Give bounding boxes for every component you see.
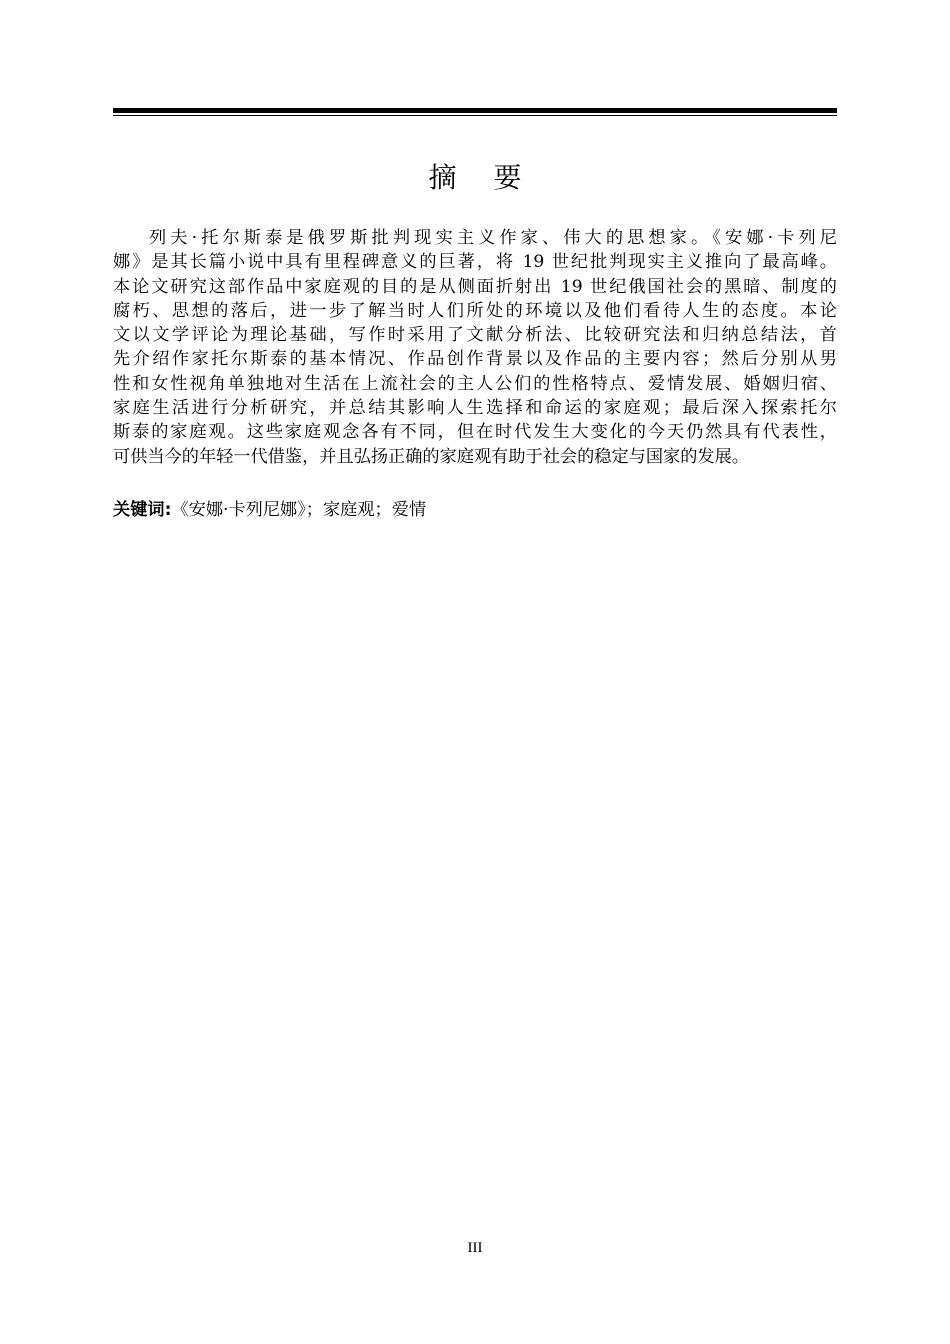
abstract-line: 列夫·托尔斯泰是俄罗斯批判现实主义作家、伟大的思想家。《安娜·卡列尼 bbox=[149, 228, 837, 248]
header-rule-thin bbox=[113, 115, 837, 116]
abstract-line: 可供当今的年轻一代借鉴，并且弘扬正确的家庭观有助于社会的稳定与国家的发展。 bbox=[113, 446, 749, 467]
abstract-paragraph bbox=[113, 226, 837, 469]
keywords-label: 关键词: bbox=[113, 500, 172, 520]
keywords-value: 《安娜·卡列尼娜》；家庭观；爱情 bbox=[171, 500, 427, 520]
header-rule-thick bbox=[113, 108, 837, 113]
abstract-line: 斯泰的家庭观。这些家庭观念各有不同，但在时代发生大变化的今天仍然具有代表性， bbox=[113, 422, 837, 443]
page-number: III bbox=[467, 1240, 483, 1256]
abstract-line: 娜》是其长篇小说中具有里程碑意义的巨著，将 19 世纪批判现实主义推向了最高峰。 bbox=[113, 252, 837, 273]
keywords-line bbox=[113, 498, 837, 522]
abstract-line: 文以文学评论为理论基础，写作时采用了文献分析法、比较研究法和归纳总结法，首 bbox=[113, 325, 837, 346]
abstract-line: 家庭生活进行分析研究，并总结其影响人生选择和命运的家庭观；最后深入探索托尔 bbox=[113, 398, 837, 419]
abstract-line: 腐朽、思想的落后，进一步了解当时人们所处的环境以及他们看待人生的态度。本论 bbox=[113, 300, 837, 321]
abstract-line: 性和女性视角单独地对生活在上流社会的主人公们的性格特点、爱情发展、婚姻归宿、 bbox=[113, 373, 837, 394]
abstract-line: 本论文研究这部作品中家庭观的目的是从侧面折射出 19 世纪俄国社会的黑暗、制度的 bbox=[113, 276, 837, 297]
page-title: 摘 要 bbox=[428, 161, 536, 194]
abstract-line: 先介绍作家托尔斯泰的基本情况、作品创作背景以及作品的主要内容；然后分别从男 bbox=[113, 349, 837, 370]
